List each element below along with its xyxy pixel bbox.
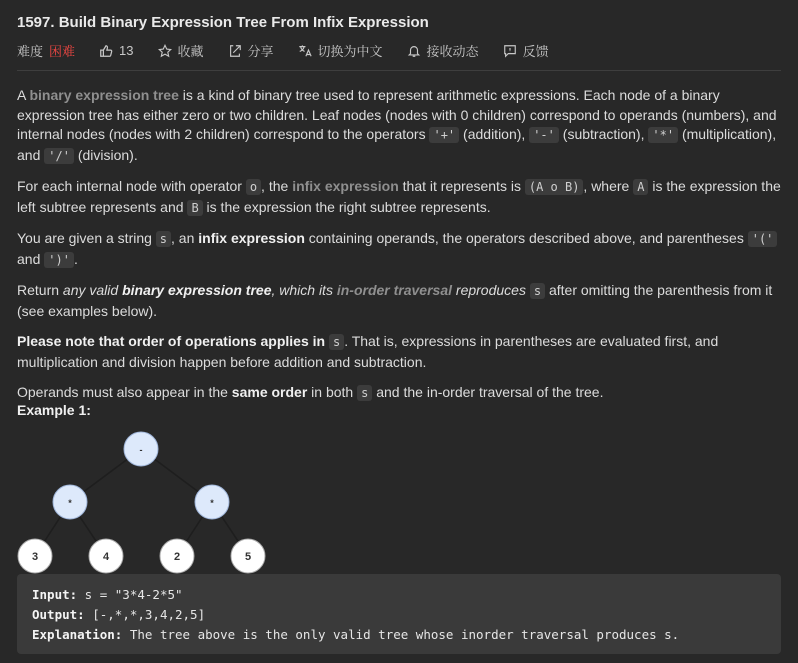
problem-meta-bar (17, 41, 573, 60)
node-label: * (68, 498, 72, 508)
tree-leaf (18, 539, 52, 573)
subscribe-label: 接收动态 (426, 44, 479, 59)
example-1-title: Example 1: (17, 402, 91, 418)
term-link[interactable]: binary expression tree (29, 87, 179, 103)
tree-leaf (89, 539, 123, 573)
translate-label: 切换为中文 (317, 44, 383, 59)
tree-leaf (160, 539, 194, 573)
problem-description (17, 86, 781, 415)
favorite-label: 收藏 (177, 44, 204, 59)
term-link[interactable]: infix expression (292, 178, 399, 194)
bell-icon (407, 44, 421, 58)
header-divider (17, 70, 781, 71)
like-count: 13 (119, 43, 134, 58)
leaf-label: 3 (31, 551, 39, 563)
desc-paragraph-1: A binary expression tree is a kind of binary tree used to represent arithmetic expressions. Each node of a binary expression tree has either zero or two children. Leaf nodes (nodes with 0 children) correspond to operands (numbers), and internal nodes (nodes with 2 children) correspond to the operators '+' (addition), '-' (subtraction), '*' (multiplication), and '/' (division). (17, 87, 777, 163)
term-link[interactable]: in-order traversal (336, 282, 453, 298)
tree-node-root (124, 432, 158, 466)
leaf-label: 2 (173, 551, 181, 563)
tree-node-left (53, 485, 87, 519)
leaf-label: 4 (102, 551, 110, 563)
desc-paragraph-3: You are given a string s , an infix expression containing operands, the operators described above, and parentheses '(' and ')' . (17, 229, 781, 270)
feedback-label: 反馈 (522, 44, 549, 59)
node-label: - (139, 445, 143, 455)
difficulty (17, 41, 75, 60)
node-label: * (210, 498, 214, 508)
subscribe-button[interactable] (407, 41, 479, 60)
thumbs-up-icon (99, 44, 113, 58)
share-label: 分享 (247, 44, 274, 59)
example-explanation: Explanation: The tree above is the only valid tree whose inorder traversal produces s. (32, 627, 680, 642)
tree-node-right (195, 485, 229, 519)
like-button[interactable] (99, 43, 133, 58)
leaf-label: 5 (244, 551, 252, 563)
share-button[interactable] (228, 41, 274, 60)
example-output: Output: [-,*,*,3,4,2,5] (32, 607, 206, 622)
example-1-tree-diagram (0, 420, 300, 576)
desc-paragraph-5: Please note that order of operations applies in s . That is, expressions in parentheses are evaluated first, and multiplication and division happen before addition and subtraction. (17, 333, 719, 370)
page-title: 1597. Build Binary Expression Tree From Infix Expression (17, 14, 429, 31)
example-input: Input: s = "3*4-2*5" (32, 587, 183, 602)
desc-paragraph-2: For each internal node with operator o , the infix expression that it represents is (A o B) , where A is the expression the left subtree represents and B is the expression the right subtree represents. (17, 178, 781, 215)
feedback-icon (503, 44, 517, 58)
favorite-button[interactable] (158, 41, 204, 60)
share-icon (228, 44, 242, 58)
translate-button[interactable] (298, 41, 383, 60)
tree-leaf (231, 539, 265, 573)
difficulty-badge: 困难 (49, 44, 76, 59)
desc-paragraph-4: Return any valid binary expression tree, which its in-order traversal reproduces s after omitting the parenthesis from it (see examples below). (17, 282, 773, 319)
feedback-button[interactable] (503, 41, 549, 60)
translate-icon (298, 44, 312, 58)
desc-paragraph-6: Operands must also appear in the same order in both s and the in-order traversal of the tree. (17, 384, 604, 400)
star-icon (158, 44, 172, 58)
example-1-code-block (17, 574, 781, 654)
difficulty-label: 难度 (17, 44, 44, 59)
